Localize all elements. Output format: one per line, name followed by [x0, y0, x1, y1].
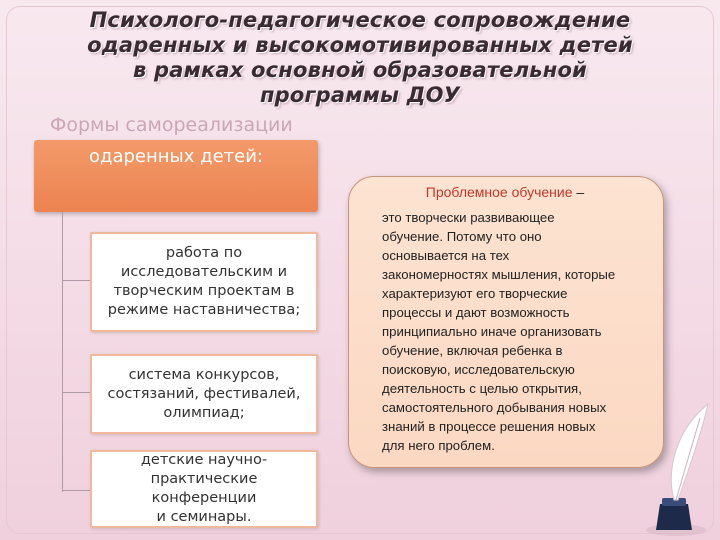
form-item-text: детские научно- практические конференции и семинары. — [140, 452, 268, 525]
form-item-text: работа по исследовательским и творческим проектам в режиме наставничества; — [107, 245, 301, 318]
definition-text: это творчески развивающее обучение. Потому что оно основывается на тех закономерностях мышления, которые характеризуют его творческие процессы и дают возможность принципиально иначе организовать обучение, включая ребенка в поисковую, исследовательскую деятельность с целью открытия, самостоятельного добывания новых знаний в процессе решения новых для него проблем. — [382, 210, 616, 453]
connector-branch — [62, 490, 90, 491]
form-item-contests — [90, 354, 318, 434]
form-item-conferences — [90, 450, 318, 528]
forms-header-line2: одаренных детей: — [89, 146, 263, 167]
form-item-text: система конкурсов, состязаний, фестивалей, олимпиад; — [107, 366, 301, 421]
connector-branch — [62, 392, 90, 393]
forms-header-line1: Формы самореализации — [50, 114, 293, 136]
definition-heading — [348, 184, 662, 200]
connector-branch — [62, 280, 90, 281]
form-item-projects — [90, 232, 318, 332]
connector-line — [62, 212, 63, 492]
definition-dash: – — [572, 184, 585, 200]
quill-inkwell-icon — [636, 400, 716, 540]
definition-term: Проблемное обучение — [425, 184, 573, 200]
slide-title: Психолого-педагогическое сопровождение одаренных и высокомотивированных детей в рамках основной образовательной программы ДОУ — [87, 8, 633, 107]
